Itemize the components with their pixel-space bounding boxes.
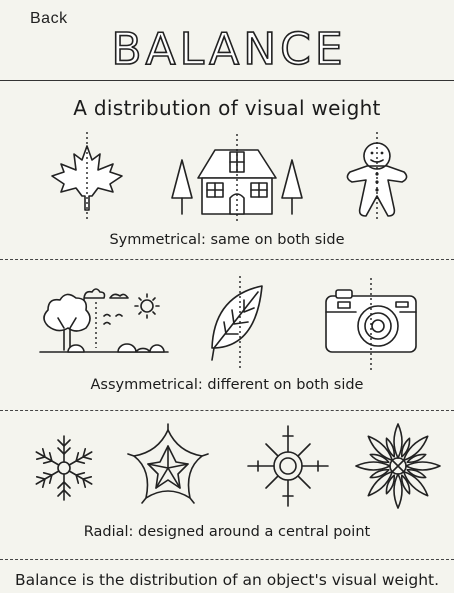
snowflake-icon	[33, 436, 94, 500]
caption-asymmetrical: Assymmetrical: different on both side	[90, 377, 364, 393]
camera-icon	[326, 278, 416, 370]
subtitle: A distribution of visual weight	[73, 96, 381, 120]
leaf-icon	[212, 276, 262, 370]
back-button[interactable]: Back	[30, 10, 68, 27]
page-title-text: BALANCE	[111, 24, 347, 75]
tree-icon	[282, 160, 302, 214]
landscape-icon	[40, 289, 168, 352]
section-divider	[0, 559, 454, 560]
footer-definition: Balance is the distribution of an object's visual weight.	[14, 571, 440, 589]
star-flower-icon	[128, 424, 208, 503]
caption-radial: Radial: designed around a central point	[83, 524, 371, 540]
house-icon	[198, 134, 276, 222]
gingerbread-man-icon	[347, 132, 406, 222]
maple-leaf-icon	[52, 132, 122, 222]
caption-symmetrical: Symmetrical: same on both side	[109, 232, 345, 248]
section-divider	[0, 259, 454, 260]
section-divider	[0, 410, 454, 411]
starburst-icon	[248, 426, 328, 506]
tree-icon	[172, 160, 192, 214]
flower-icon	[356, 424, 440, 508]
